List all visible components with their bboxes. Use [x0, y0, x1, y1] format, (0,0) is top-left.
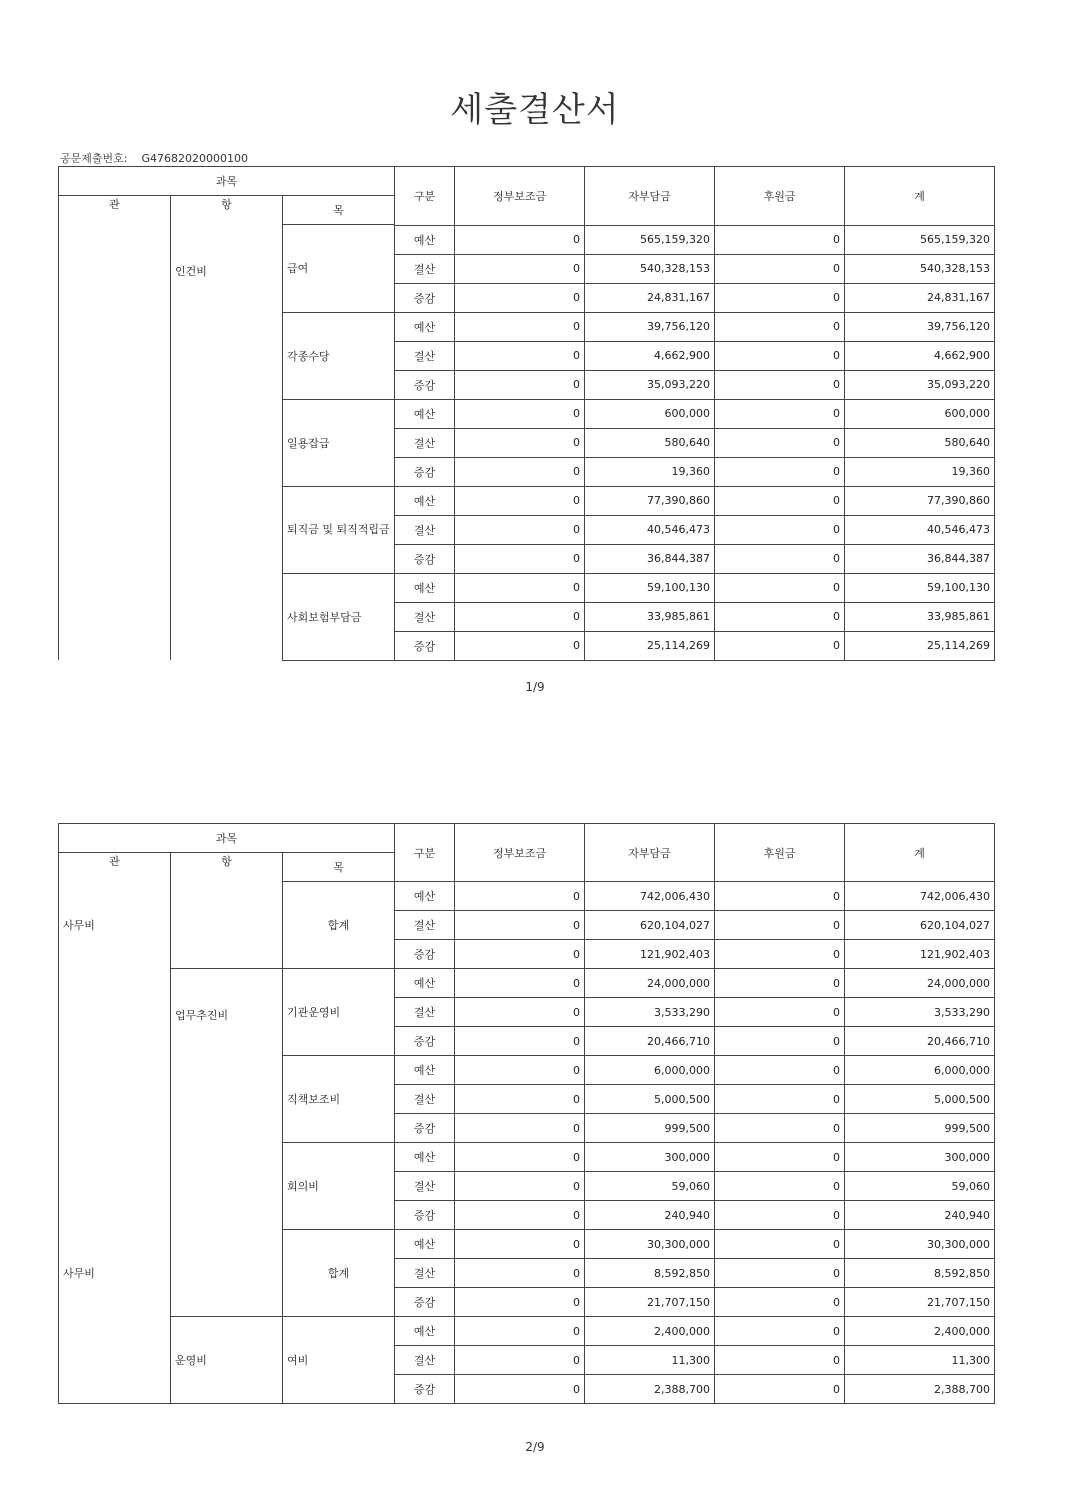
- gov-cell: 0: [455, 254, 585, 283]
- gubun-cell: 결산: [395, 911, 455, 940]
- total-cell: 59,100,130: [845, 573, 995, 602]
- expenditure-table-page2: [58, 823, 995, 1404]
- gwan-label: 사무비: [59, 882, 171, 969]
- gubun-cell: 증감: [395, 1375, 455, 1404]
- donation-cell: 0: [715, 1143, 845, 1172]
- donation-cell: 0: [715, 370, 845, 399]
- donation-cell: 0: [715, 1288, 845, 1317]
- gubun-cell: 증감: [395, 631, 455, 660]
- gubun-cell: 결산: [395, 254, 455, 283]
- donation-cell: 0: [715, 602, 845, 631]
- mok-label: 사회보험부담금: [283, 573, 395, 660]
- total-cell: 8,592,850: [845, 1259, 995, 1288]
- donation-cell: 0: [715, 882, 845, 911]
- self-cell: 36,844,387: [585, 544, 715, 573]
- self-cell: 580,640: [585, 428, 715, 457]
- gov-cell: 0: [455, 1027, 585, 1056]
- total-cell: 33,985,861: [845, 602, 995, 631]
- self-cell: 2,400,000: [585, 1317, 715, 1346]
- self-cell: 565,159,320: [585, 225, 715, 254]
- donation-cell: 0: [715, 573, 845, 602]
- header-group: 과목: [59, 824, 395, 853]
- donation-cell: 0: [715, 457, 845, 486]
- total-cell: 620,104,027: [845, 911, 995, 940]
- self-cell: 19,360: [585, 457, 715, 486]
- gov-cell: 0: [455, 1172, 585, 1201]
- gov-cell: 0: [455, 225, 585, 254]
- gubun-cell: 증감: [395, 457, 455, 486]
- gubun-cell: 증감: [395, 370, 455, 399]
- gubun-cell: 증감: [395, 1114, 455, 1143]
- table-row: [59, 1317, 995, 1346]
- donation-cell: 0: [715, 254, 845, 283]
- gov-cell: 0: [455, 631, 585, 660]
- self-cell: 600,000: [585, 399, 715, 428]
- total-cell: 36,844,387: [845, 544, 995, 573]
- total-cell: 580,640: [845, 428, 995, 457]
- hang-cell: [171, 1230, 283, 1317]
- mok-label: 각종수당: [283, 312, 395, 399]
- hang-label: 운영비: [171, 1317, 283, 1404]
- self-cell: 240,940: [585, 1201, 715, 1230]
- hang-label: 업무추진비: [171, 969, 283, 1230]
- donation-cell: 0: [715, 1056, 845, 1085]
- gov-cell: 0: [455, 544, 585, 573]
- donation-cell: 0: [715, 969, 845, 998]
- donation-cell: 0: [715, 1085, 845, 1114]
- donation-cell: 0: [715, 341, 845, 370]
- donation-cell: 0: [715, 399, 845, 428]
- mok-label: 회의비: [283, 1143, 395, 1230]
- gov-cell: 0: [455, 1085, 585, 1114]
- total-cell: 565,159,320: [845, 225, 995, 254]
- header-gubun: 구분: [395, 824, 455, 882]
- total-cell: 20,466,710: [845, 1027, 995, 1056]
- self-cell: 59,100,130: [585, 573, 715, 602]
- total-cell: 600,000: [845, 399, 995, 428]
- gubun-cell: 증감: [395, 1027, 455, 1056]
- donation-cell: 0: [715, 1375, 845, 1404]
- gubun-cell: 예산: [395, 312, 455, 341]
- gov-cell: 0: [455, 1201, 585, 1230]
- gubun-cell: 결산: [395, 1259, 455, 1288]
- header-gwan: 관: [59, 196, 171, 226]
- gubun-cell: 결산: [395, 602, 455, 631]
- mok-label: 급여: [283, 225, 395, 312]
- self-cell: 39,756,120: [585, 312, 715, 341]
- gubun-cell: 증감: [395, 1201, 455, 1230]
- hang-label: 인건비: [171, 225, 283, 660]
- mok-label: 합계: [283, 882, 395, 969]
- gwan-cell: [59, 969, 171, 1230]
- mok-label: 합계: [283, 1230, 395, 1317]
- header-group: 과목: [59, 167, 395, 196]
- page-number-2: 2/9: [525, 1440, 545, 1454]
- self-cell: 5,000,500: [585, 1085, 715, 1114]
- gov-cell: 0: [455, 283, 585, 312]
- gov-cell: 0: [455, 1346, 585, 1375]
- gov-cell: 0: [455, 1259, 585, 1288]
- donation-cell: 0: [715, 1230, 845, 1259]
- gov-cell: 0: [455, 515, 585, 544]
- self-cell: 540,328,153: [585, 254, 715, 283]
- gubun-cell: 증감: [395, 544, 455, 573]
- total-cell: 999,500: [845, 1114, 995, 1143]
- donation-cell: 0: [715, 283, 845, 312]
- gov-cell: 0: [455, 1056, 585, 1085]
- total-cell: 2,388,700: [845, 1375, 995, 1404]
- header-hang: 항: [171, 853, 283, 882]
- gov-cell: 0: [455, 1317, 585, 1346]
- gubun-cell: 증감: [395, 283, 455, 312]
- page-number-1: 1/9: [525, 680, 545, 694]
- doc-number-value: G47682020000100: [141, 152, 248, 165]
- gubun-cell: 결산: [395, 341, 455, 370]
- gubun-cell: 예산: [395, 486, 455, 515]
- self-cell: 59,060: [585, 1172, 715, 1201]
- total-cell: 24,000,000: [845, 969, 995, 998]
- donation-cell: 0: [715, 998, 845, 1027]
- gubun-cell: 결산: [395, 428, 455, 457]
- header-mok: 목: [283, 196, 395, 225]
- donation-cell: 0: [715, 515, 845, 544]
- total-cell: 742,006,430: [845, 882, 995, 911]
- self-cell: 3,533,290: [585, 998, 715, 1027]
- table-row: [59, 969, 995, 998]
- donation-cell: 0: [715, 1317, 845, 1346]
- self-cell: 4,662,900: [585, 341, 715, 370]
- total-cell: 59,060: [845, 1172, 995, 1201]
- header-donation: 후원금: [715, 824, 845, 882]
- gov-cell: 0: [455, 457, 585, 486]
- donation-cell: 0: [715, 312, 845, 341]
- header-mok: 목: [283, 853, 395, 882]
- gubun-cell: 증감: [395, 1288, 455, 1317]
- mok-label: 기관운영비: [283, 969, 395, 1056]
- self-cell: 24,831,167: [585, 283, 715, 312]
- gubun-cell: 예산: [395, 573, 455, 602]
- header-gwan: 관: [59, 853, 171, 882]
- header-self: 자부담금: [585, 167, 715, 226]
- donation-cell: 0: [715, 225, 845, 254]
- hang-cell: [171, 882, 283, 969]
- self-cell: 30,300,000: [585, 1230, 715, 1259]
- expenditure-table-page1: [58, 166, 995, 661]
- self-cell: 21,707,150: [585, 1288, 715, 1317]
- gov-cell: 0: [455, 940, 585, 969]
- header-gov: 정부보조금: [455, 167, 585, 226]
- gov-cell: 0: [455, 312, 585, 341]
- donation-cell: 0: [715, 1027, 845, 1056]
- gov-cell: 0: [455, 1375, 585, 1404]
- self-cell: 620,104,027: [585, 911, 715, 940]
- donation-cell: 0: [715, 428, 845, 457]
- header-hang: 항: [171, 196, 283, 226]
- donation-cell: 0: [715, 1172, 845, 1201]
- self-cell: 40,546,473: [585, 515, 715, 544]
- donation-cell: 0: [715, 911, 845, 940]
- self-cell: 742,006,430: [585, 882, 715, 911]
- header-self: 자부담금: [585, 824, 715, 882]
- self-cell: 121,902,403: [585, 940, 715, 969]
- total-cell: 121,902,403: [845, 940, 995, 969]
- table-row: [59, 882, 995, 911]
- gov-cell: 0: [455, 341, 585, 370]
- donation-cell: 0: [715, 1114, 845, 1143]
- gov-cell: 0: [455, 911, 585, 940]
- document-title: 세출결산서: [450, 90, 620, 130]
- gov-cell: 0: [455, 486, 585, 515]
- total-cell: 77,390,860: [845, 486, 995, 515]
- total-cell: 35,093,220: [845, 370, 995, 399]
- gov-cell: 0: [455, 573, 585, 602]
- gov-cell: 0: [455, 1143, 585, 1172]
- donation-cell: 0: [715, 1259, 845, 1288]
- gov-cell: 0: [455, 370, 585, 399]
- gubun-cell: 결산: [395, 1346, 455, 1375]
- gov-cell: 0: [455, 969, 585, 998]
- self-cell: 20,466,710: [585, 1027, 715, 1056]
- self-cell: 35,093,220: [585, 370, 715, 399]
- self-cell: 11,300: [585, 1346, 715, 1375]
- total-cell: 30,300,000: [845, 1230, 995, 1259]
- header-gov: 정부보조금: [455, 824, 585, 882]
- self-cell: 33,985,861: [585, 602, 715, 631]
- donation-cell: 0: [715, 940, 845, 969]
- total-cell: 19,360: [845, 457, 995, 486]
- header-total: 계: [845, 167, 995, 226]
- self-cell: 999,500: [585, 1114, 715, 1143]
- gubun-cell: 결산: [395, 1172, 455, 1201]
- gov-cell: 0: [455, 428, 585, 457]
- total-cell: 5,000,500: [845, 1085, 995, 1114]
- mok-label: 직책보조비: [283, 1056, 395, 1143]
- table-row: [59, 225, 995, 254]
- gubun-cell: 예산: [395, 1143, 455, 1172]
- total-cell: 300,000: [845, 1143, 995, 1172]
- donation-cell: 0: [715, 1346, 845, 1375]
- gubun-cell: 결산: [395, 515, 455, 544]
- total-cell: 21,707,150: [845, 1288, 995, 1317]
- doc-number-label: 공문제출번호:: [60, 152, 128, 165]
- gubun-cell: 결산: [395, 1085, 455, 1114]
- total-cell: 3,533,290: [845, 998, 995, 1027]
- gov-cell: 0: [455, 882, 585, 911]
- gubun-cell: 결산: [395, 998, 455, 1027]
- total-cell: 6,000,000: [845, 1056, 995, 1085]
- mok-label: 일용잡급: [283, 399, 395, 486]
- total-cell: 240,940: [845, 1201, 995, 1230]
- header-gubun: 구분: [395, 167, 455, 226]
- self-cell: 300,000: [585, 1143, 715, 1172]
- total-cell: 11,300: [845, 1346, 995, 1375]
- total-cell: 40,546,473: [845, 515, 995, 544]
- gubun-cell: 예산: [395, 969, 455, 998]
- total-cell: 540,328,153: [845, 254, 995, 283]
- gov-cell: 0: [455, 1114, 585, 1143]
- gubun-cell: 예산: [395, 1056, 455, 1085]
- self-cell: 25,114,269: [585, 631, 715, 660]
- gov-cell: 0: [455, 998, 585, 1027]
- donation-cell: 0: [715, 544, 845, 573]
- self-cell: 2,388,700: [585, 1375, 715, 1404]
- gov-cell: 0: [455, 1288, 585, 1317]
- self-cell: 24,000,000: [585, 969, 715, 998]
- total-cell: 25,114,269: [845, 631, 995, 660]
- doc-number: [60, 150, 248, 166]
- gov-cell: 0: [455, 1230, 585, 1259]
- gwan-label: 사무비: [59, 1230, 171, 1317]
- donation-cell: 0: [715, 486, 845, 515]
- self-cell: 6,000,000: [585, 1056, 715, 1085]
- total-cell: 24,831,167: [845, 283, 995, 312]
- self-cell: 8,592,850: [585, 1259, 715, 1288]
- donation-cell: 0: [715, 631, 845, 660]
- self-cell: 77,390,860: [585, 486, 715, 515]
- total-cell: 39,756,120: [845, 312, 995, 341]
- gubun-cell: 예산: [395, 1317, 455, 1346]
- gubun-cell: 예산: [395, 882, 455, 911]
- table-row: [59, 1230, 995, 1259]
- gov-cell: 0: [455, 399, 585, 428]
- gubun-cell: 예산: [395, 399, 455, 428]
- gwan-cell: [59, 1317, 171, 1404]
- mok-label: 여비: [283, 1317, 395, 1404]
- gubun-cell: 예산: [395, 1230, 455, 1259]
- donation-cell: 0: [715, 1201, 845, 1230]
- header-donation: 후원금: [715, 167, 845, 226]
- gubun-cell: 예산: [395, 225, 455, 254]
- total-cell: 2,400,000: [845, 1317, 995, 1346]
- total-cell: 4,662,900: [845, 341, 995, 370]
- gov-cell: 0: [455, 602, 585, 631]
- gubun-cell: 증감: [395, 940, 455, 969]
- gwan-cell: [59, 225, 171, 660]
- mok-label: 퇴직금 및 퇴직적립금: [283, 486, 395, 573]
- header-total: 계: [845, 824, 995, 882]
